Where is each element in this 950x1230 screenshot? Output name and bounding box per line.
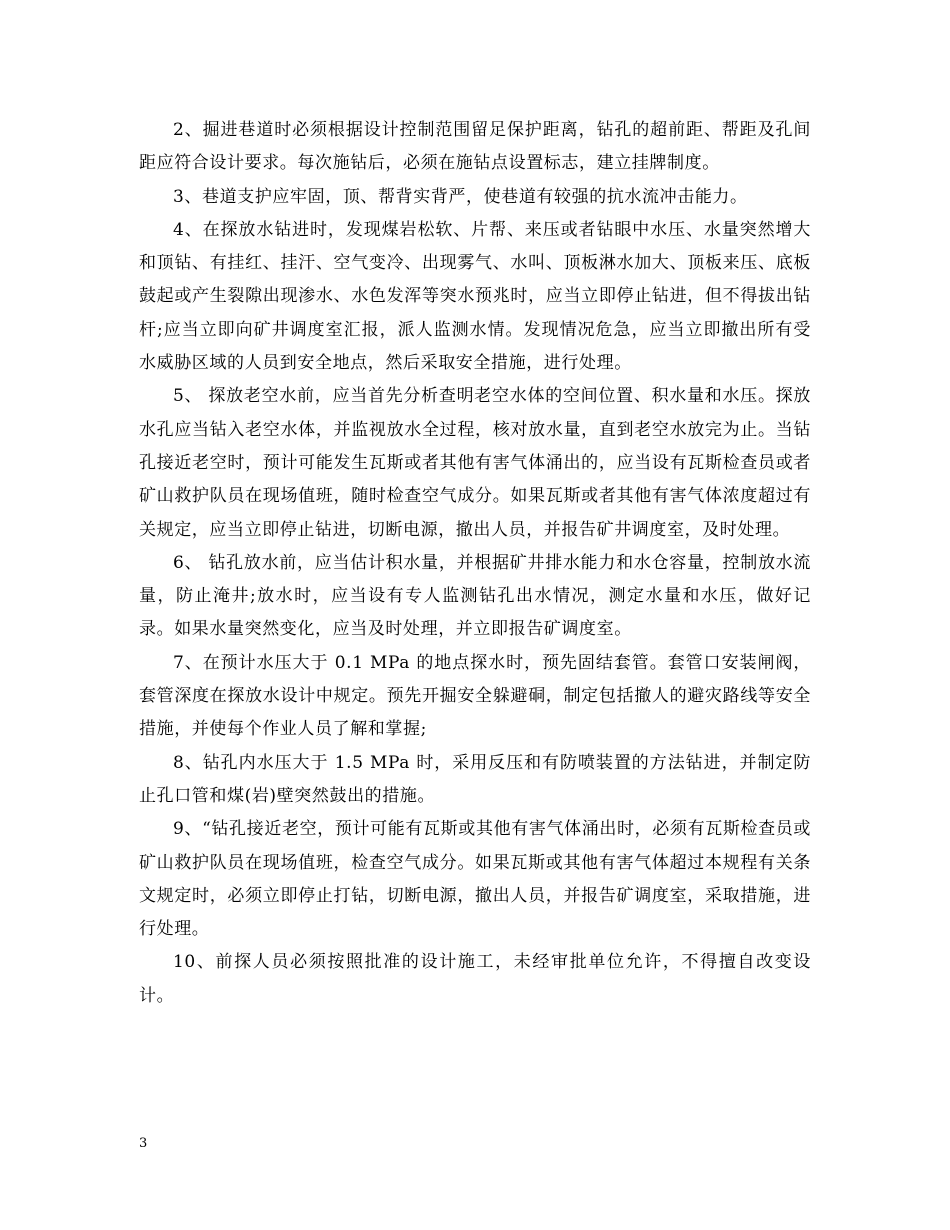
paragraph-item-6: 6、 钻孔放水前，应当估计积水量，并根据矿井排水能力和水仓容量，控制放水流量，防止淹井;放水时，应当设有专人监测钻孔出水情况，测定水量和水压，做好记录。如果水量突然变化，应当及时处理，并立即报告矿调度室。	[139, 552, 811, 640]
paragraph-item-8: 8、钻孔内水压大于 1.5 MPa 时，采用反压和有防喷装置的方法钻进，并制定防止孔口管和煤(岩)壁突然鼓出的措施。	[139, 752, 811, 806]
paragraph-item-5: 5、 探放老空水前，应当首先分析查明老空水体的空间位置、积水量和水压。探放水孔应当钻入老空水体，并监视放水全过程，核对放水量，直到老空水放完为止。当钻孔接近老空时，预计可能发生瓦斯或者其他有害气体涌出的，应当设有瓦斯检查员或者矿山救护队员在现场值班，随时检查空气成分。如果瓦斯或者其他有害气体浓度超过有关规定，应当立即停止钻进，切断电源，撤出人员，并报告矿井调度室，及时处理。	[139, 386, 811, 540]
paragraph-item-7: 7、在预计水压大于 0.1 MPa 的地点探水时，预先固结套管。套管口安装闸阀，套管深度在探放水设计中规定。预先开掘安全躲避硐，制定包括撤人的避灾路线等安全措施，并使每个作业人员了解和掌握;	[139, 652, 811, 740]
paragraph-item-9: 9、“钻孔接近老空，预计可能有瓦斯或其他有害气体涌出时，必须有瓦斯检查员或矿山救护队员在现场值班，检查空气成分。如果瓦斯或其他有害气体超过本规程有关条文规定时，必须立即停止打钻，切断电源，撤出人员，并报告矿调度室，采取措施，进行处理。	[139, 819, 811, 940]
document-body	[139, 114, 811, 1013]
page-number: 3	[139, 1136, 148, 1151]
paragraph-item-4: 4、在探放水钻进时，发现煤岩松软、片帮、来压或者钻眼中水压、水量突然增大和顶钻、有挂红、挂汗、空气变冷、出现雾气、水叫、顶板淋水加大、顶板来压、底板鼓起或产生裂隙出现渗水、水色发浑等突水预兆时，应当立即停止钻进，但不得拔出钻杆;应当立即向矿井调度室汇报，派人监测水情。发现情况危急，应当立即撤出所有受水威胁区域的人员到安全地点，然后采取安全措施，进行处理。	[139, 219, 811, 374]
paragraph-item-3: 3、巷道支护应牢固，顶、帮背实背严，使巷道有较强的抗水流冲击能力。	[173, 186, 748, 207]
paragraph-item-10: 10、前探人员必须按照批准的设计施工，未经审批单位允许，不得擅自改变设计。	[139, 952, 811, 1006]
paragraph-item-2: 2、掘进巷道时必须根据设计控制范围留足保护距离，钻孔的超前距、帮距及孔间距应符合设计要求。每次施钻后，必须在施钻点设置标志，建立挂牌制度。	[139, 120, 811, 174]
